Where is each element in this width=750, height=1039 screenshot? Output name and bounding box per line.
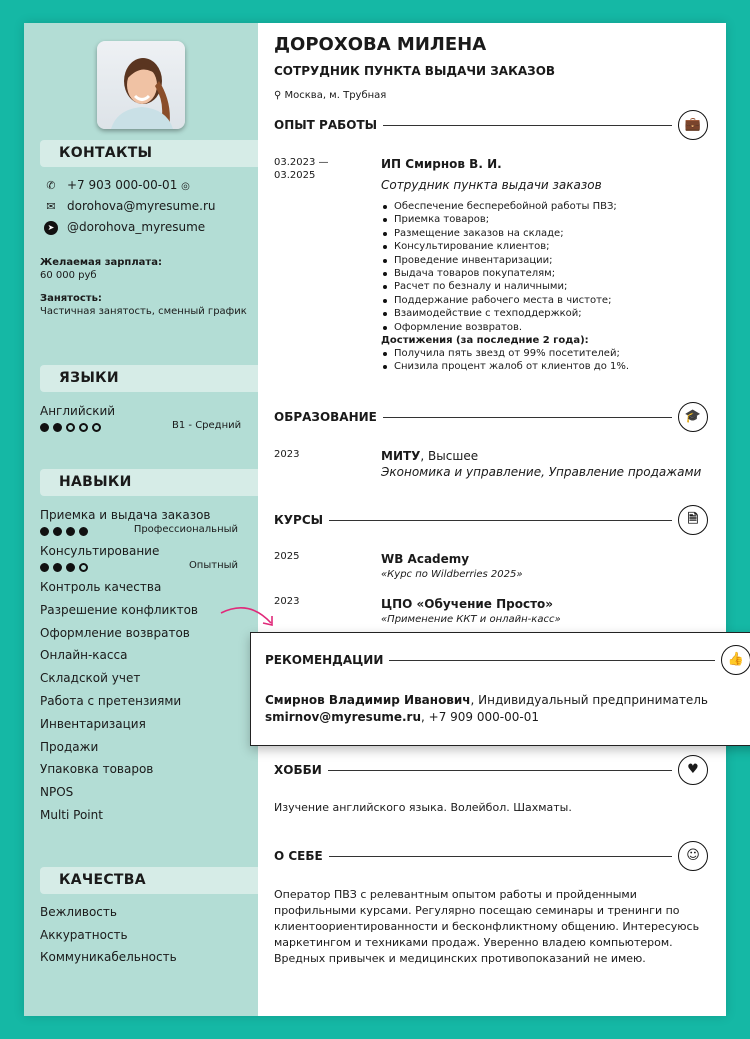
telegram-icon: ➤: [44, 221, 58, 235]
recommendations-heading: [265, 645, 750, 675]
languages-heading: ЯЗЫКИ: [40, 365, 258, 392]
sidebar: [24, 23, 258, 1016]
course-org: WB Academy: [381, 552, 470, 566]
about-heading: [274, 841, 708, 871]
arrow-icon: [219, 601, 279, 631]
duty-item: Обеспечение бесперебойной работы ПВЗ;: [381, 200, 629, 213]
phone-icon: ✆: [46, 179, 56, 192]
section-title: ОБРАЗОВАНИЕ: [274, 410, 377, 424]
courses-heading: [274, 505, 708, 535]
briefcase-icon: 💼: [678, 110, 708, 140]
recommender: [265, 693, 708, 707]
duty-item: Оформление возвратов.: [381, 321, 629, 334]
course-org: ЦПО «Обучение Просто»: [381, 597, 554, 611]
resume-page: [24, 23, 745, 1016]
recommendations-card: [250, 632, 750, 746]
skill-level: Опытный: [188, 560, 238, 571]
duty-item: Приемка товаров;: [381, 213, 629, 226]
quality-item: Коммуникабельность: [40, 950, 177, 964]
duty-item: Выдача товаров покупателям;: [381, 267, 629, 280]
language-name: Английский: [40, 404, 116, 418]
skill-item: Инвентаризация: [40, 716, 146, 731]
location-pin-icon: ⚲: [274, 90, 282, 101]
course-name: «Применение ККТ и онлайн-касс»: [381, 614, 561, 625]
skill-rating: [40, 525, 92, 539]
experience-heading: [274, 110, 708, 140]
duty-item: Поддержание рабочего места в чистоте;: [381, 294, 629, 307]
skill-item: Multi Point: [40, 807, 103, 822]
skill-name: Приемка и выдача заказов: [40, 508, 211, 522]
education-heading: [274, 402, 708, 432]
skill-item: Продажи: [40, 739, 99, 754]
salary-value: 60 000 руб: [40, 270, 97, 281]
email-icon: ✉: [46, 200, 56, 213]
education-year: 2023: [274, 449, 300, 460]
education-school: [381, 449, 478, 463]
heart-icon: ♥: [678, 755, 708, 785]
job-company: ИП Смирнов В. И.: [381, 157, 502, 171]
section-title: РЕКОМЕНДАЦИИ: [265, 653, 384, 667]
salary-label: Желаемая зарплата:: [40, 257, 162, 268]
skill-name: Консультирование: [40, 544, 160, 558]
telegram[interactable]: @dorohova_myresume: [67, 220, 206, 234]
phone[interactable]: [67, 178, 190, 192]
section-title: О СЕБЕ: [274, 849, 323, 863]
profile-photo: [97, 41, 185, 129]
duty-item: Проведение инвентаризации;: [381, 254, 629, 267]
skills-list: [40, 580, 198, 831]
recommender-name: Смирнов Владимир Иванович: [265, 693, 471, 707]
job-role: Сотрудник пункта выдачи заказов: [381, 178, 602, 192]
hobby-text: Изучение английского языка. Волейбол. Шахматы.: [274, 801, 572, 814]
achievement-item: Получила пять звезд от 99% посетителей;: [381, 347, 629, 360]
duty-item: Консультирование клиентов;: [381, 240, 629, 253]
qualities-list: [40, 905, 177, 973]
candidate-position: СОТРУДНИК ПУНКТА ВЫДАЧИ ЗАКАЗОВ: [274, 64, 556, 78]
section-title: КУРСЫ: [274, 513, 324, 527]
section-title: ОПЫТ РАБОТЫ: [274, 118, 378, 132]
phone-text: +7 903 000-00-01: [67, 178, 178, 192]
graduation-cap-icon: 🎓: [678, 402, 708, 432]
course-year: 2023: [274, 596, 300, 607]
duty-item: Взаимодействие с техподдержкой;: [381, 307, 629, 320]
duty-item: Размещение заказов на складе;: [381, 227, 629, 240]
recommender-phone: , +7 909 000-00-01: [421, 710, 539, 724]
skill-item: Складской учет: [40, 671, 141, 686]
achievement-item: Снизила процент жалоб от клиентов до 1%.: [381, 360, 629, 373]
employment-label: Занятость:: [40, 293, 102, 304]
about-text: Оператор ПВЗ с релевантным опытом работы и пройденными профильными курсами. Регулярно посещаю семинары и тренинги по клиентоориентированности и бесконфликтному общению. Интересуюсь маркетингом и техниками продаж. Уверенно владею компьютером. Вредных привычек и медицинских противопоказаний не имею.: [274, 888, 700, 965]
skill-item: Упаковка товаров: [40, 762, 154, 777]
recommender-email[interactable]: smirnov@myresume.ru: [265, 710, 422, 724]
user-circle-icon: ☺: [678, 841, 708, 871]
section-title: ХОББИ: [274, 763, 322, 777]
achievements-list: [381, 347, 629, 374]
location: [274, 90, 386, 101]
course-name: «Курс по Wildberries 2025»: [381, 569, 523, 580]
language-rating: [40, 421, 105, 435]
skills-heading: НАВЫКИ: [40, 469, 258, 496]
job-date-end: 03.2025: [274, 170, 316, 181]
recommender-role: , Индивидуальный предприниматель: [470, 693, 708, 707]
skill-item: Контроль качества: [40, 580, 162, 594]
language-level: B1 - Средний: [172, 420, 242, 431]
education-field: Экономика и управление, Управление продажами: [381, 465, 702, 479]
qualities-heading: КАЧЕСТВА: [40, 867, 258, 894]
duties-list: [381, 200, 629, 334]
duty-item: Расчет по безналу и наличными;: [381, 280, 629, 293]
document-icon: 🗎: [678, 505, 708, 535]
skill-item: Онлайн-касса: [40, 648, 128, 663]
employment-value: Частичная занятость, сменный график: [40, 306, 247, 317]
job-date-start: 03.2023 —: [274, 157, 329, 168]
achievements-title: Достижения (за последние 2 года):: [381, 335, 589, 347]
thumbs-up-icon: 👍: [721, 645, 750, 675]
course-year: 2025: [274, 551, 300, 562]
location-text: Москва, м. Трубная: [284, 90, 387, 101]
school-name: МИТУ: [381, 449, 421, 463]
candidate-name: ДОРОХОВА МИЛЕНА: [274, 34, 487, 55]
whatsapp-icon: ◎: [181, 181, 190, 192]
skill-item: NPOS: [40, 785, 74, 800]
email[interactable]: dorohova@myresume.ru: [67, 199, 216, 213]
skill-item: Разрешение конфликтов: [40, 602, 198, 617]
contacts-heading: КОНТАКТЫ: [40, 140, 258, 167]
quality-item: Аккуратность: [40, 927, 128, 942]
skill-item: Работа с претензиями: [40, 693, 182, 708]
quality-item: Вежливость: [40, 905, 117, 919]
skill-item: Оформление возвратов: [40, 625, 190, 640]
recommender-contact: [265, 710, 539, 724]
skill-rating: [40, 561, 92, 575]
degree: , Высшее: [420, 449, 479, 463]
hobby-heading: [274, 755, 708, 785]
skill-level: Профессиональный: [133, 524, 238, 535]
